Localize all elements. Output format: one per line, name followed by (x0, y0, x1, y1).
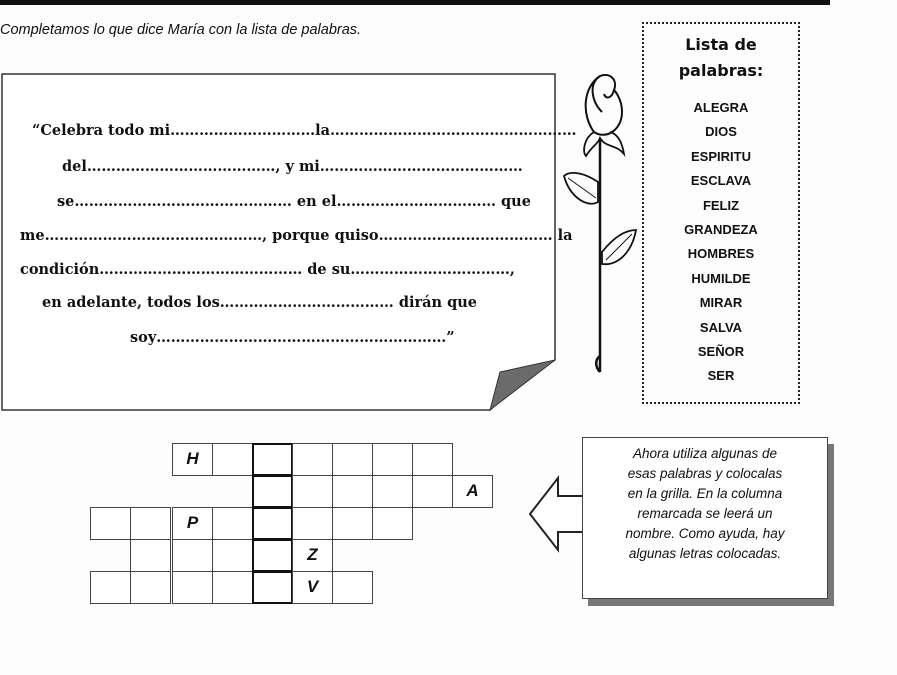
poem-line: se……………………………………… en el…………………………… que (57, 193, 531, 210)
crossword-cell[interactable] (130, 571, 171, 604)
note-card (0, 72, 577, 412)
instructions-line: en la grilla. En la columna (627, 486, 783, 501)
word-list-item: SEÑOR (697, 344, 745, 360)
crossword-cell[interactable] (212, 539, 253, 572)
instructions-line: Ahora utiliza algunas de (632, 446, 778, 461)
poem-line: condición…………………………………… de su……………………………, (20, 261, 515, 278)
crossword-cell-highlighted[interactable] (252, 507, 293, 540)
crossword-cell-highlighted[interactable] (252, 571, 293, 604)
crossword-cell[interactable] (90, 571, 131, 604)
crossword-cell[interactable] (172, 571, 213, 604)
top-border (0, 0, 830, 5)
crossword-cell[interactable] (212, 571, 253, 604)
poem-line: me………………………………………, porque quiso……………………………… la (20, 227, 573, 244)
crossword-cell[interactable] (332, 507, 373, 540)
crossword-cell-highlighted[interactable] (252, 539, 293, 572)
crossword-cell[interactable] (332, 571, 373, 604)
crossword-cell[interactable] (292, 475, 333, 508)
instructions-line: esas palabras y colocalas (627, 466, 783, 481)
crossword-cell[interactable] (212, 507, 253, 540)
word-list-item: FELIZ (702, 197, 740, 213)
instruction-text: Completamos lo que dice María con la lista de palabras. (0, 22, 362, 38)
word-list-title-line: Lista de (685, 35, 757, 54)
word-list-title-line: palabras: (678, 61, 764, 80)
instructions-box (582, 437, 828, 599)
word-list-item: DIOS (705, 124, 737, 140)
poem-line: del…………………………………, y mi…………………………………… (62, 158, 523, 175)
crossword-cell[interactable] (332, 443, 373, 476)
word-list-box (642, 22, 800, 404)
word-list-item: MIRAR (699, 295, 743, 311)
crossword-cell[interactable] (372, 475, 413, 508)
rose-illustration (560, 72, 640, 382)
word-list-title (644, 32, 798, 84)
crossword-cell[interactable]: V (292, 571, 333, 604)
word-list-item: SER (707, 368, 735, 384)
crossword-cell[interactable] (292, 507, 333, 540)
crossword-cell[interactable]: Z (292, 539, 333, 572)
word-list-item: ESCLAVA (690, 173, 752, 189)
word-list-item: SALVA (699, 319, 743, 335)
poem-line: “Celebra todo mi…………………………la…………………………………………… (32, 122, 577, 139)
word-list-item: HOMBRES (687, 246, 755, 262)
poem-line: soy……………………………………………………” (130, 329, 455, 346)
crossword-cell[interactable] (130, 507, 171, 540)
instructions-line: remarcada se leerá un (637, 506, 773, 521)
instructions-line: nombre. Como ayuda, hay (625, 526, 785, 541)
word-list-item: ALEGRA (693, 100, 749, 115)
left-arrow-icon (528, 474, 588, 554)
crossword-cell-highlighted[interactable] (252, 443, 293, 476)
crossword-cell[interactable]: P (172, 507, 213, 540)
crossword-cell[interactable] (212, 443, 253, 476)
instructions-line: algunas letras colocadas. (628, 546, 782, 561)
word-list-item: ESPIRITU (691, 148, 751, 164)
crossword-cell[interactable] (90, 507, 131, 540)
crossword-cell[interactable] (130, 539, 171, 572)
crossword-cell[interactable] (292, 443, 333, 476)
crossword-cell[interactable] (332, 475, 373, 508)
crossword-cell[interactable]: A (452, 475, 493, 508)
crossword-cell[interactable] (372, 507, 413, 540)
crossword-cell[interactable] (412, 443, 453, 476)
word-list-item: GRANDEZA (684, 222, 758, 238)
word-list-item: HUMILDE (691, 270, 751, 286)
crossword-cell[interactable] (372, 443, 413, 476)
crossword-cell[interactable] (172, 539, 213, 572)
crossword-cell[interactable] (412, 475, 453, 508)
poem-line: en adelante, todos los……………………………… dirán que (42, 294, 477, 311)
crossword-cell-highlighted[interactable] (252, 475, 293, 508)
crossword-cell[interactable]: H (172, 443, 213, 476)
